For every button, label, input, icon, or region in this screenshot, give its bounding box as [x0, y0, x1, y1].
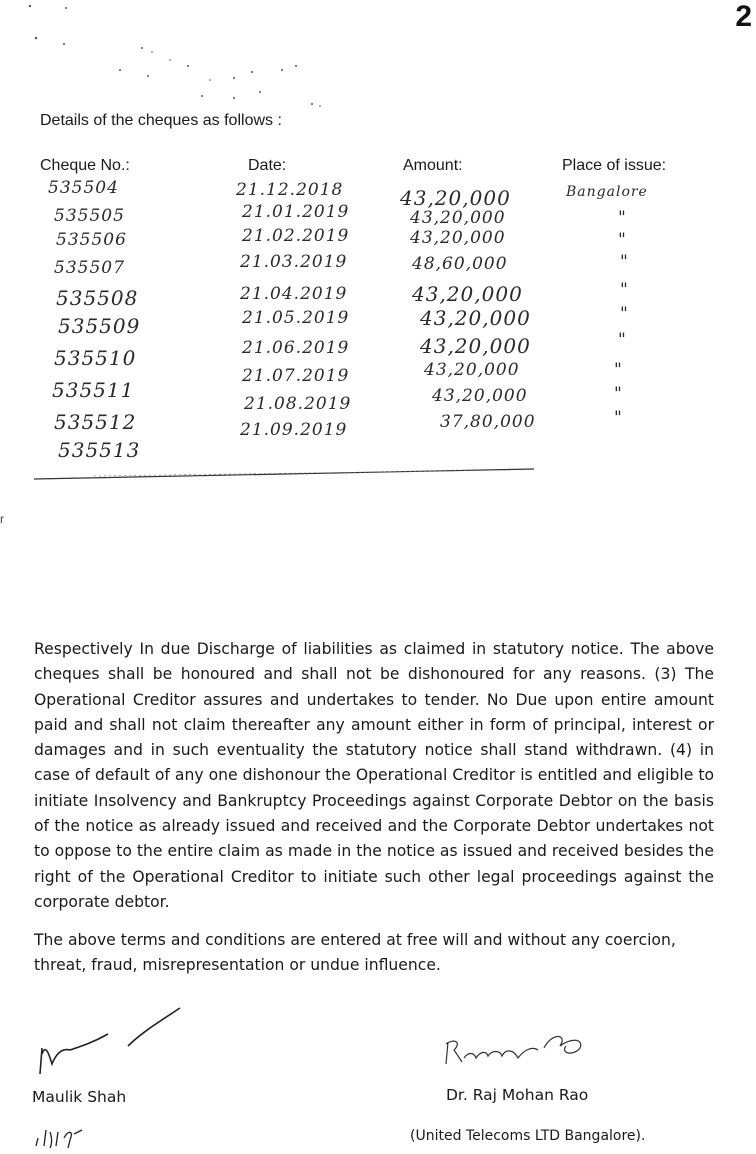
cell-date: 21.12.2018 — [236, 180, 344, 200]
cell-date: 21.02.2019 — [242, 226, 350, 246]
cell-place: " — [620, 280, 629, 300]
cell-amount: 43,20,000 — [420, 306, 531, 330]
cell-place: " — [618, 208, 627, 228]
cell-amount: 43,20,000 — [410, 208, 506, 228]
paragraph-terms: Respectively In due Discharge of liabilities as claimed in statutory notice. The above cheques shall be honoured and shall not be dishonoured for any reasons. (3) The Operational Creditor assures and undertakes to tender. No Due upon entire amount paid and shall not claim thereafter any amount either in form of principal, interest or damages and in such eventuality the statutory notice shall stand withdrawn. (4) in case of default of any one dishonour the Operational Creditor is entitled and eligible to initiate Insolvency and Bankruptcy Proceedings against Corporate Debtor on the basis of the notice as already issued and received and the Corporate Debtor undertakes not to oppose to the entire claim as made in the notice as issued and received besides the right of the Operational Creditor to initiate such other legal proceedings against the corporate debtor. — [34, 640, 714, 911]
cell-amount: 43,20,000 — [432, 386, 528, 406]
cell-cheque: 535510 — [54, 346, 137, 370]
cell-date: 21.07.2019 — [242, 366, 350, 386]
cell-cheque: 535511 — [52, 378, 135, 402]
cell-date: 21.06.2019 — [242, 338, 350, 358]
cell-date: 21.04.2019 — [240, 284, 348, 304]
cell-amount: 43,20,000 — [420, 334, 531, 358]
cell-date: 21.03.2019 — [240, 252, 348, 272]
cell-place: " — [620, 304, 629, 324]
cell-place: " — [614, 408, 623, 428]
cell-cheque: 535504 — [48, 178, 119, 198]
header-cheque-no: Cheque No.: — [40, 157, 130, 174]
signatory-right-name: Dr. Raj Mohan Rao — [446, 1086, 589, 1104]
cell-place: " — [614, 384, 623, 404]
cell-date: 21.05.2019 — [242, 308, 350, 328]
cell-date: 21.01.2019 — [242, 202, 350, 222]
cell-place: Bangalore — [566, 184, 648, 200]
signatory-right-company: (United Telecoms LTD Bangalore). — [410, 1128, 646, 1144]
cell-place: " — [614, 360, 623, 380]
cell-place: " — [618, 330, 627, 350]
cell-place: " — [618, 230, 627, 250]
cell-amount: 43,20,000 — [412, 282, 523, 306]
margin-mark: r — [0, 512, 4, 526]
cell-cheque: 535508 — [56, 286, 139, 310]
table-underline — [34, 467, 534, 481]
header-date: Date: — [248, 157, 287, 174]
cell-amount: 43,20,000 — [424, 360, 520, 380]
cell-amount: 48,60,000 — [412, 254, 508, 274]
scan-specks — [20, 0, 340, 110]
header-place: Place of issue: — [562, 157, 667, 174]
cell-cheque: 535505 — [54, 206, 125, 226]
signature-right — [440, 1028, 590, 1078]
cell-cheque: 535512 — [54, 410, 137, 434]
cell-cheque: 535513 — [58, 438, 141, 462]
cell-place: " — [620, 252, 629, 272]
cell-amount: 37,80,000 — [440, 412, 536, 432]
cell-date: 21.08.2019 — [244, 394, 352, 414]
cell-cheque: 535506 — [56, 230, 127, 250]
header-amount: Amount: — [403, 157, 463, 174]
cell-amount: 43,20,000 — [400, 186, 511, 210]
cell-date: 21.09.2019 — [240, 420, 348, 440]
paragraph-free-will: The above terms and conditions are entered at free will and without any coercion, threat, fraud, misrepresentation or undue influence. — [34, 931, 676, 975]
cell-cheque: 535509 — [58, 314, 141, 338]
signatory-left-date — [34, 1124, 94, 1150]
intro-text: Details of the cheques as follows : — [40, 112, 282, 129]
page-number: 2 — [735, 0, 752, 33]
cell-cheque: 535507 — [54, 258, 125, 278]
signatory-left-name: Maulik Shah — [32, 1088, 127, 1106]
cell-amount: 43,20,000 — [410, 228, 506, 248]
signature-left — [32, 1002, 192, 1082]
